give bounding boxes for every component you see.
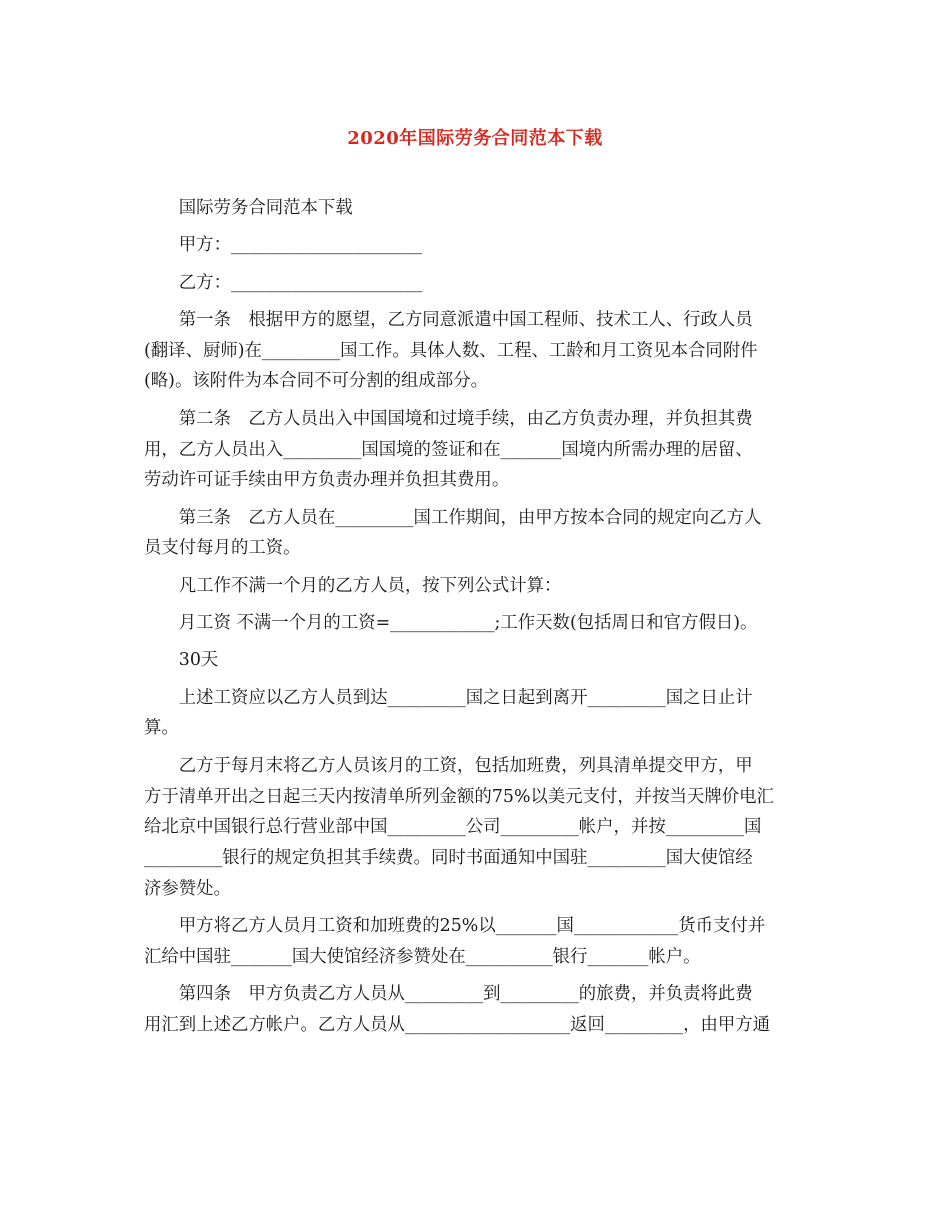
text-line: 甲方：______________________ (144, 235, 423, 256)
text-line: 月工资 不满一个月的工资=____________;工作天数(包括周日和官方假日)。 (144, 613, 758, 634)
text-line: 算。 (144, 718, 179, 739)
text-line: 乙方：______________________ (144, 272, 423, 293)
document-body (144, 193, 804, 1041)
text-line: 济参赞处。 (144, 878, 231, 899)
text-line: 第四条 甲方负责乙方人员从_________到_________的旅费，并负责将此费 (144, 984, 753, 1005)
text-line: 用，乙方人员出入_________国国境的签证和在_______国境内所需办理的居留、 (144, 439, 753, 460)
text-line: 用汇到上述乙方帐户。乙方人员从___________________返回_________，由甲方通 (144, 1015, 771, 1036)
text-line: 劳动许可证手续由甲方负责办理并负担其费用。 (144, 470, 510, 491)
text-line: (翻译、厨师)在_________国工作。具体人数、工程、工龄和月工资见本合同附件 (144, 340, 758, 361)
text-line: 第三条 乙方人员在_________国工作期间，由甲方按本合同的规定向乙方人 (144, 507, 762, 528)
text-line: 上述工资应以乙方人员到达_________国之日起到离开_________国之日止计 (144, 687, 753, 708)
text-line: 国际劳务合同范本下载 (144, 198, 353, 218)
text-line: 乙方于每月末将乙方人员该月的工资，包括加班费，列具清单提交甲方，甲 (144, 755, 753, 776)
text-line: 第二条 乙方人员出入中国国境和过境手续，由乙方负责办理，并负担其费 (144, 408, 753, 429)
text-line: 30天 (144, 650, 219, 671)
text-line: 方于清单开出之日起三天内按清单所列金额的75%以美元支付，并按当天牌价电汇 (144, 786, 774, 807)
text-line: _________银行的规定负担其手续费。同时书面通知中国驻_________国大使馆经 (144, 848, 753, 869)
text-line: 汇给中国驻_______国大使馆经济参赞处在__________银行_______帐户。 (144, 947, 701, 968)
document-title: 2020年国际劳务合同范本下载 (347, 128, 603, 149)
text-line: 凡工作不满一个月的乙方人员，按下列公式计算： (144, 575, 562, 596)
text-line: 第一条 根据甲方的愿望，乙方同意派遣中国工程师、技术工人、行政人员 (144, 309, 753, 330)
text-line: (略)。该附件为本合同不可分割的组成部分。 (144, 371, 488, 392)
text-line: 给北京中国银行总行营业部中国_________公司_________帐户，并按_________国 (144, 817, 762, 838)
text-line: 员支付每月的工资。 (144, 538, 301, 559)
text-line: 甲方将乙方人员月工资和加班费的25%以_______国____________货币支付并 (144, 916, 766, 937)
